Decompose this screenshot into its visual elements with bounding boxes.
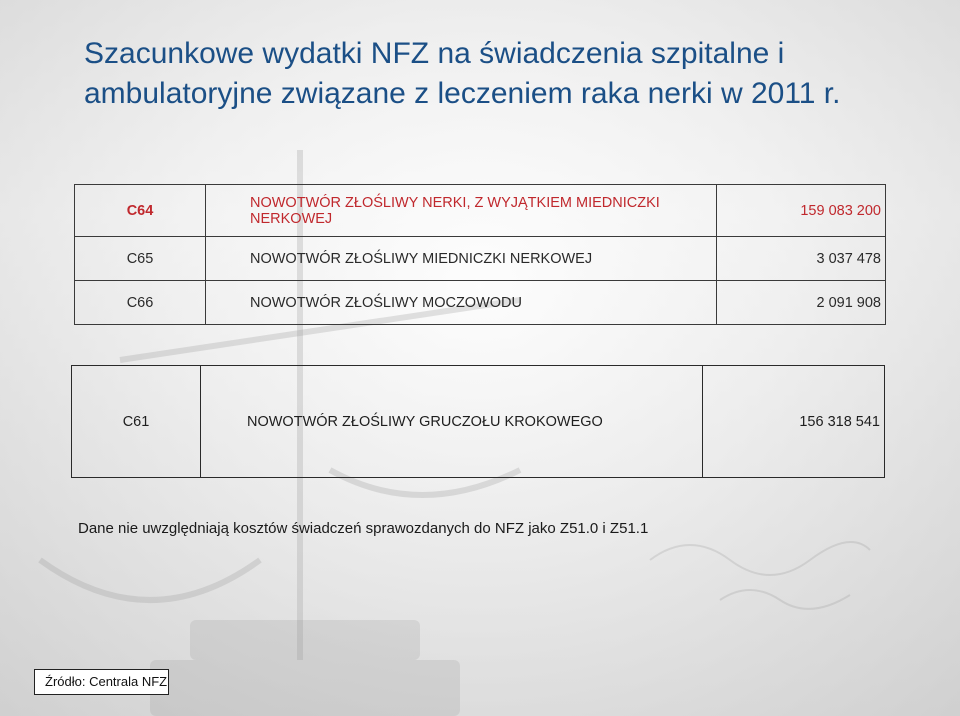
table-row [75, 281, 886, 325]
table-row [75, 185, 886, 237]
diagnosis-description-cell: NOWOTWÓR ZŁOŚLIWY GRUCZOŁU KROKOWEGO [201, 366, 703, 478]
source-box: Źródło: Centrala NFZ [34, 669, 169, 695]
title-line-2: ambulatoryjne związane z leczeniem raka nerki w 2011 r. [84, 77, 841, 110]
diagnosis-description-cell: NOWOTWÓR ZŁOŚLIWY MOCZOWODU [206, 281, 717, 325]
table-row [75, 237, 886, 281]
icd-code-cell: C65 [75, 237, 206, 281]
cost-amount-cell: 3 037 478 [717, 237, 886, 281]
icd-code-cell: C66 [75, 281, 206, 325]
cost-table-kidney [74, 184, 886, 325]
cost-amount-cell: 159 083 200 [717, 185, 886, 237]
cost-amount-cell: 156 318 541 [703, 366, 885, 478]
icd-code-cell: C64 [75, 185, 206, 237]
footnote: Dane nie uwzględniają kosztów świadczeń sprawozdanych do NFZ jako Z51.0 i Z51.1 [78, 520, 649, 537]
page-title [84, 34, 914, 114]
cost-table-prostate [71, 365, 885, 478]
diagnosis-description-cell: NOWOTWÓR ZŁOŚLIWY MIEDNICZKI NERKOWEJ [206, 237, 717, 281]
cost-amount-cell: 2 091 908 [717, 281, 886, 325]
diagnosis-description-cell: NOWOTWÓR ZŁOŚLIWY NERKI, Z WYJĄTKIEM MIEDNICZKI NERKOWEJ [206, 185, 717, 237]
title-line-1: Szacunkowe wydatki NFZ na świadczenia szpitalne i [84, 37, 785, 70]
icd-code-cell: C61 [72, 366, 201, 478]
table-row [72, 366, 885, 478]
